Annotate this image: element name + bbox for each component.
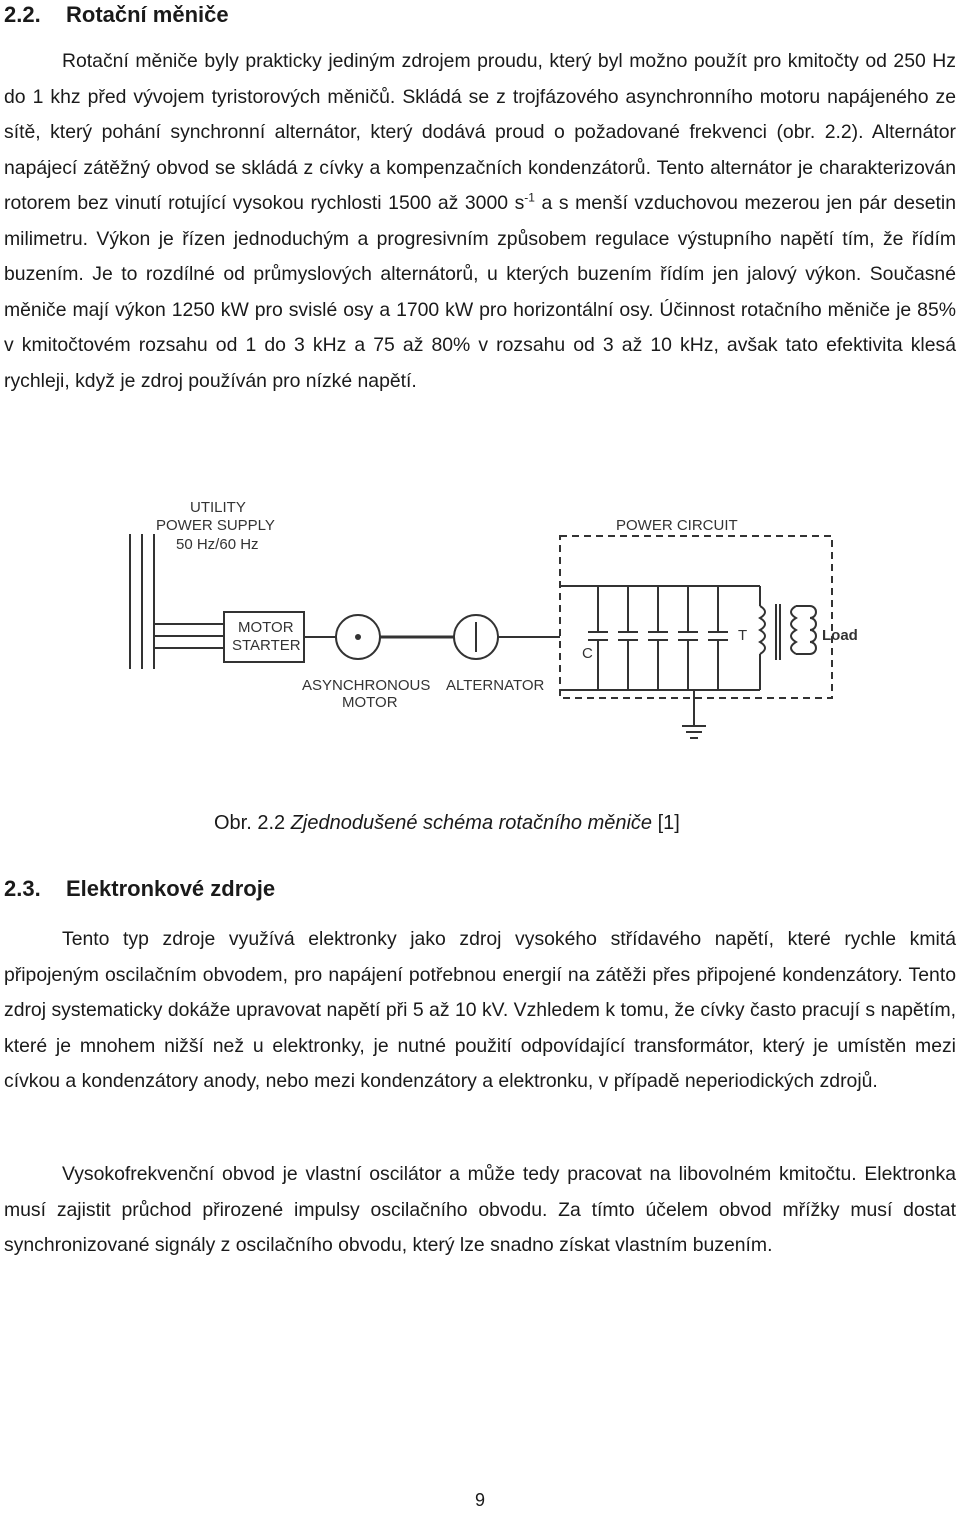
transformer-label: T — [738, 627, 748, 644]
capacitor-label: C — [582, 645, 593, 662]
asynchronous-motor-label-2: MOTOR — [342, 694, 398, 711]
capacitor-bank — [588, 586, 728, 690]
caption-prefix: Obr. 2.2 — [214, 812, 291, 834]
alternator-label: ALTERNATOR — [446, 677, 545, 694]
utility-label: UTILITY — [190, 499, 246, 516]
transformer-symbol — [760, 586, 810, 690]
asynchronous-motor-label-1: ASYNCHRONOUS — [302, 677, 431, 694]
superscript: -1 — [524, 190, 535, 205]
power-supply-label: POWER SUPPLY — [156, 517, 275, 534]
paragraph-text: Tento typ zdroje využívá elektronky jako zdroj vysokého střídavého napětí, které rychle kmitá připojeným oscilačním obvodem, pro napájení potřebnou energií na zátěži přes připojené kondenzátory. Tento zdroj systematicky dokáže upravovat napětí při 5 až 10 kV. Vzhledem k tomu, že cívky často pracují s napětím, které je mnohem nižší než u elektronky, je nutné použití odpovídající transformátor, který je umístěn mezi cívkou a kondenzátory anody, nebo mezi kondenzátory a elektronku, v případě neperiodických zdrojů. — [4, 928, 956, 1092]
motor-starter-label-1: MOTOR — [238, 619, 294, 636]
paragraph-text-tail: a s menší vzduchovou mezerou jen pár desetin milimetru. Výkon je řízen jednoduchým a progresivním způsobem regulace výstupního napětí tím, že řídím buzením. Je to rozdílné od průmyslových alternátorů, u kterých buzením řídím jen jalový výkon. Současné měniče mají výkon 1250 kW pro svislé osy a 1700 kW pro horizontální osy. Účinnost rotačního měniče je 85% v kmitočtovém rozsahu od 1 do 3 kHz a 75 až 80% v rozsahu od 3 až 10 kHz, avšak tato efektivita klesá rychleji, když je zdroj používán pro nízké napětí. — [4, 192, 956, 392]
frequency-label: 50 Hz/60 Hz — [176, 536, 259, 553]
paragraph-text: Vysokofrekvenční obvod je vlastní oscilátor a může tedy pracovat na libovolném kmitočtu. Elektronka musí zajistit průchod přirozené impulsy oscilačního obvodu. Za tímto účelem obvod mřížky musí dostat synchronizované signály z oscilačního obvodu, který lze snadno získat vlastním buzením. — [4, 1163, 956, 1256]
section-number: 2.2. — [4, 2, 41, 27]
section-title: Rotační měniče — [66, 2, 229, 27]
figure-caption — [214, 812, 680, 835]
section-2-3-paragraph-2 — [4, 1157, 956, 1264]
page-number: 9 — [474, 1490, 485, 1510]
power-circuit-label: POWER CIRCUIT — [616, 517, 738, 534]
section-2-2-paragraph — [4, 44, 956, 399]
load-coil-symbol — [810, 606, 816, 654]
section-heading-2-2 — [4, 2, 229, 28]
rotary-converter-diagram — [120, 494, 860, 754]
caption-title: Zjednodušené schéma rotačního měniče — [290, 812, 653, 834]
section-title: Elektronkové zdroje — [66, 876, 276, 901]
paragraph-text: Rotační měniče byly prakticky jediným zdrojem proudu, který byl možno použít pro kmitočty od 250 Hz do 1 khz před vývojem tyristorových měničů. Skládá se z trojfázového asynchronního motoru napájeného ze sítě, který pohání synchronní alternátor, který dodává proud o požadované frekvenci (obr. 2.2). Alternátor napájecí zátěžný obvod se skládá z cívky a kompenzačních kondenzátorů. Tento alternátor je charakterizován rotorem bez vinutí rotující vysokou rychlosti 1500 až 3000 s — [4, 50, 956, 214]
power-circuit-box — [560, 536, 832, 698]
section-heading-2-3 — [4, 876, 275, 902]
load-label: Load — [822, 627, 858, 644]
section-number: 2.3. — [4, 876, 41, 901]
caption-reference: [1] — [652, 812, 680, 834]
motor-starter-label-2: STARTER — [232, 637, 301, 654]
section-2-3-paragraph-1 — [4, 922, 956, 1100]
